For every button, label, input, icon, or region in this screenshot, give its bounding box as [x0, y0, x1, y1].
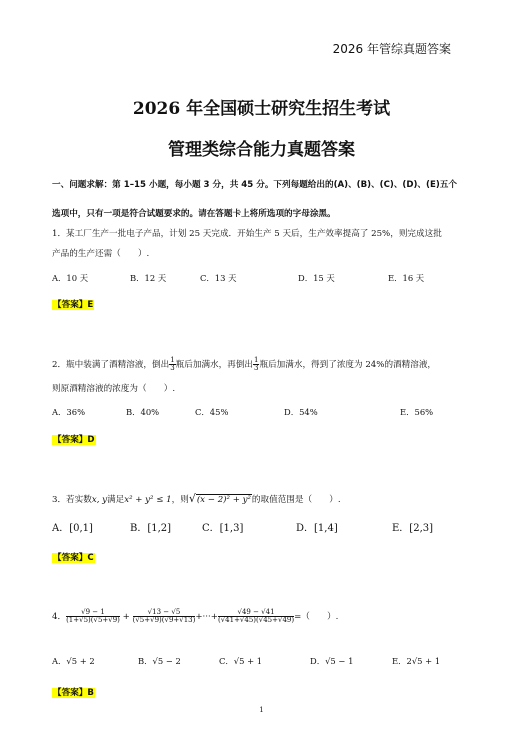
section-text-2: 选项中，只有一项是符合试题要求的。请在答题卡上将所选项的字母涂黑。	[52, 209, 336, 219]
q2-option-c: C．45%	[195, 407, 229, 417]
q1-option-c: C．13 天	[200, 273, 237, 283]
q4-term-3	[218, 609, 294, 624]
q4-label: 4．	[52, 612, 67, 622]
q3-option-d: D．[1,4]	[296, 523, 338, 534]
q2-fraction-2-num: 1	[254, 356, 259, 364]
q1-option-a: A．10 天	[52, 273, 89, 283]
q4-term-2-den: (√5+√9)(√9+√13)	[132, 616, 196, 624]
q2-fraction-1-num: 1	[170, 356, 175, 364]
section-text: ：第 1–15 小题，每小题 3 分，共 45 分。下列每题给出的(A)、(B)、(C)、(D)、(E)五个	[103, 180, 457, 190]
q3-line1: 3．若实数x, y满足x² + y² ≤ 1，则√(x − 2)² + y²的取值范围是（ ）.	[52, 492, 341, 505]
q4-line1: 4． $\frac{√9 - 1}{(1+√5)(√5+√9)}$ + $\frac{√13 - √5}{(√5+√9)(√9+√13)}$ +···+ $\frac{√49 - √41}{(√41+√45)(√45+√49)}$ =（ ）.	[52, 608, 339, 624]
q2-text-2: 瓶后加满水，再倒出	[175, 360, 254, 370]
q2-text-3: 瓶后加满水，得到了浓度为 24%的酒精溶液，	[259, 360, 437, 370]
q1-option-e: E．16 天	[388, 273, 425, 283]
q3-option-a: A．[0,1]	[52, 523, 93, 534]
q2-answer: 【答案】D	[53, 435, 95, 445]
q2-fraction-2-den: 3	[254, 364, 259, 372]
q4-answer: 【答案】B	[53, 688, 94, 698]
q4-dots: +···+	[195, 612, 218, 622]
q4-term-2-num: √13 − √5	[133, 609, 196, 617]
q1-line2: 产品的生产还需（ ）.	[52, 249, 150, 259]
q2-option-d: D．54%	[284, 407, 318, 417]
q1-option-d: D．15 天	[298, 273, 335, 283]
q4-option-c: C．√5 + 1	[219, 656, 263, 666]
q1-option-b: B．12 天	[130, 273, 167, 283]
q2-option-e: E．56%	[400, 407, 434, 417]
q2-option-b: B．40%	[126, 407, 160, 417]
q4-term-1-num: √9 − 1	[66, 609, 120, 617]
q3-option-e: E．[2,3]	[392, 523, 434, 534]
q2-line2: 则原酒精溶液的浓度为（ ）.	[52, 384, 176, 394]
q3-text-2: 满足	[107, 495, 125, 505]
q4-term-3-den: (√41+√45)(√45+√49)	[217, 616, 295, 624]
q3-option-b: B．[1,2]	[130, 523, 172, 534]
q4-term-1	[66, 609, 120, 624]
exam-subtitle: 管理类综合能力真题答案	[168, 140, 355, 160]
q4-option-a: A．√5 + 2	[52, 656, 95, 666]
exam-title: 2026 年全国硕士研究生招生考试	[132, 99, 391, 119]
q1-line1: 1．某工厂生产一批电子产品，计划 25 天完成．开始生产 5 天后，生产效率提高了 25%，则完成这批	[52, 229, 442, 239]
page-header: 2026 年管综真题答案	[332, 42, 451, 56]
q2-text-1: 2．瓶中装满了酒精溶液，倒出	[52, 360, 170, 370]
q3-text-4: 的取值范围是（ ）.	[251, 495, 341, 505]
q1-answer: 【答案】E	[53, 300, 94, 310]
q3-expression: (x − 2)² + y²	[196, 495, 251, 505]
q4-term-1-den: (1+√5)(√5+√9)	[66, 616, 120, 624]
section-intro	[52, 178, 457, 190]
section-label: 一、问题求解	[52, 180, 104, 190]
q3-answer: 【答案】C	[53, 553, 94, 563]
q3-text-3: ，则	[171, 495, 189, 505]
q3-condition: x² + y² ≤ 1	[124, 495, 172, 505]
q4-term-3-num: √49 − √41	[218, 609, 294, 617]
q4-option-d: D．√5 − 1	[310, 656, 354, 666]
page-number: 1	[259, 706, 264, 714]
q3-text-1: 3．若实数	[52, 495, 92, 505]
q4-option-b: B．√5 − 2	[138, 656, 181, 666]
q3-option-c: C．[1,3]	[202, 523, 244, 534]
q4-tail: =（ ）.	[294, 612, 339, 622]
q4-option-e: E．2√5 + 1	[392, 656, 441, 666]
q4-term-2	[133, 609, 196, 624]
q2-option-a: A．36%	[52, 407, 86, 417]
q2-line1	[52, 357, 436, 372]
q2-fraction-1-den: 3	[170, 364, 175, 372]
q3-vars: x, y	[91, 495, 108, 505]
